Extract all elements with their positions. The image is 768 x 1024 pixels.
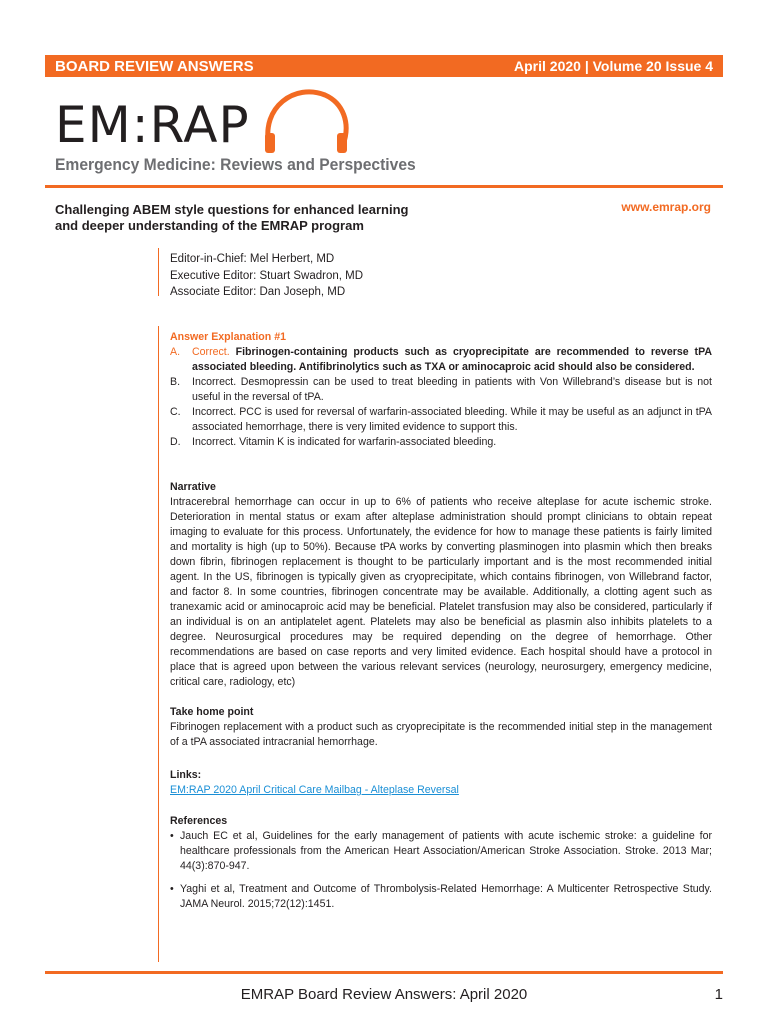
takehome-heading: Take home point bbox=[170, 706, 254, 718]
intro-text bbox=[55, 202, 435, 234]
bullet-icon: • bbox=[170, 883, 174, 895]
content-rule bbox=[158, 326, 159, 962]
footer-divider bbox=[45, 971, 723, 974]
page-number: 1 bbox=[714, 986, 723, 1003]
answer-letter: C. bbox=[170, 406, 181, 418]
links-heading: Links: bbox=[170, 769, 202, 781]
correct-label: Correct. bbox=[192, 346, 230, 358]
headphones-icon bbox=[255, 87, 355, 157]
banner-title: BOARD REVIEW ANSWERS bbox=[55, 57, 254, 75]
tagline: Emergency Medicine: Reviews and Perspectives bbox=[55, 155, 416, 174]
editors-list bbox=[170, 251, 363, 301]
reference-link[interactable]: EM:RAP 2020 April Critical Care Mailbag - Alteplase Reversal bbox=[170, 784, 459, 796]
answer-body: Incorrect. Desmopressin can be used to treat bleeding in patients with Von Willebrand’s disease but is not useful in the reversal of tPA. bbox=[192, 376, 712, 403]
answer-item bbox=[170, 375, 712, 405]
main-content bbox=[170, 330, 712, 920]
answer-item bbox=[170, 345, 712, 375]
header-banner bbox=[45, 55, 723, 77]
references-list bbox=[170, 829, 712, 912]
logo-text: EM:RAP bbox=[55, 96, 250, 154]
editor-line: Executive Editor: Stuart Swadron, MD bbox=[170, 269, 364, 282]
reference-item bbox=[170, 882, 712, 912]
bullet-icon: • bbox=[170, 830, 174, 842]
answer-item bbox=[170, 435, 712, 450]
narrative-text: Intracerebral hemorrhage can occur in up to 6% of patients who receive alteplase for acute ischemic stroke. Deterioration in mental status or exam after alteplase administration should prompt clinicians to obtain repeat imaging to evaluate for this process. Unfortunately, the evidence for how to manage these patients is fairly limited and mortality is high (up to 50%). Because tPA works by converting plasminogen into plasmin which then breaks down fibrin, fibrinogen replacement is thought to be particularly important and is the most recommended initial agent. In the US, fibrinogen is typically given as cryoprecipitate, which contains fibrinogen, von Willebrand factor, and factor 8. In some countries, fibrinogen concentrate may be available. Additionally, a clotting agent such as tranexamic acid or aminocaproic acid may be beneficial. Platelet transfusion may also be considered, particularly if an individual is on an antiplatelet agent. Platelets may also be beneficial as plasmin also inhibits platelets to a degree. Neurosurgical procedures may be required depending on the degree of hemorrhage. Other recommendations are based on case reports and very limited evidence. Each hospital should have a protocol in place that is agreed upon between the various relevant services (neurology, neurosurgery, emergency medicine, critical care, radiology, etc) bbox=[170, 496, 712, 688]
answer-letter: B. bbox=[170, 376, 181, 388]
editor-line: Associate Editor: Dan Joseph, MD bbox=[170, 286, 346, 298]
answer-body: Fibrinogen-containing products such as cryoprecipitate are recommended to reverse tPA associated bleeding. Antifibrinolytics such as TXA or aminocaproic acid should also be considered. bbox=[192, 346, 712, 373]
narrative-heading: Narrative bbox=[170, 481, 216, 493]
website-link[interactable]: www.emrap.org bbox=[621, 200, 711, 214]
answer-heading: Answer Explanation #1 bbox=[170, 331, 286, 343]
answer-letter: D. bbox=[170, 436, 181, 448]
footer-text: EMRAP Board Review Answers: April 2020 bbox=[240, 986, 528, 1003]
reference-text: Jauch EC et al, Guidelines for the early management of patients with acute ischemic stroke: a guideline for healthcare professionals from the American Heart Association/American Stroke Association. Stroke. 2013 Mar; 44(3):870-947. bbox=[180, 830, 712, 872]
answer-item bbox=[170, 405, 712, 435]
answer-letter: A. bbox=[170, 346, 181, 358]
header-divider bbox=[45, 185, 723, 188]
references-heading: References bbox=[170, 815, 228, 827]
answer-body: Incorrect. PCC is used for reversal of warfarin-associated bleeding. While it may be useful as an adjunct in tPA associated hemorrhage, there is very limited evidence to support this. bbox=[192, 406, 712, 433]
answer-body: Incorrect. Vitamin K is indicated for warfarin-associated bleeding. bbox=[192, 436, 497, 448]
editor-line: Editor-in-Chief: Mel Herbert, MD bbox=[170, 253, 335, 265]
reference-item bbox=[170, 829, 712, 874]
intro-line: Challenging ABEM style questions for enhanced learning bbox=[55, 202, 409, 217]
editors-rule bbox=[158, 248, 159, 296]
intro-line: and deeper understanding of the EMRAP program bbox=[55, 218, 364, 233]
answer-text bbox=[192, 345, 712, 375]
takehome-text: Fibrinogen replacement with a product such as cryoprecipitate is the recommended initial step in the management of a tPA associated intracranial hemorrhage. bbox=[170, 721, 712, 748]
issue-info: April 2020 | Volume 20 Issue 4 bbox=[514, 58, 713, 74]
reference-text: Yaghi et al, Treatment and Outcome of Thrombolysis-Related Hemorrhage: A Multicenter Retrospective Study. JAMA Neurol. 2015;72(12):1451. bbox=[180, 883, 712, 910]
